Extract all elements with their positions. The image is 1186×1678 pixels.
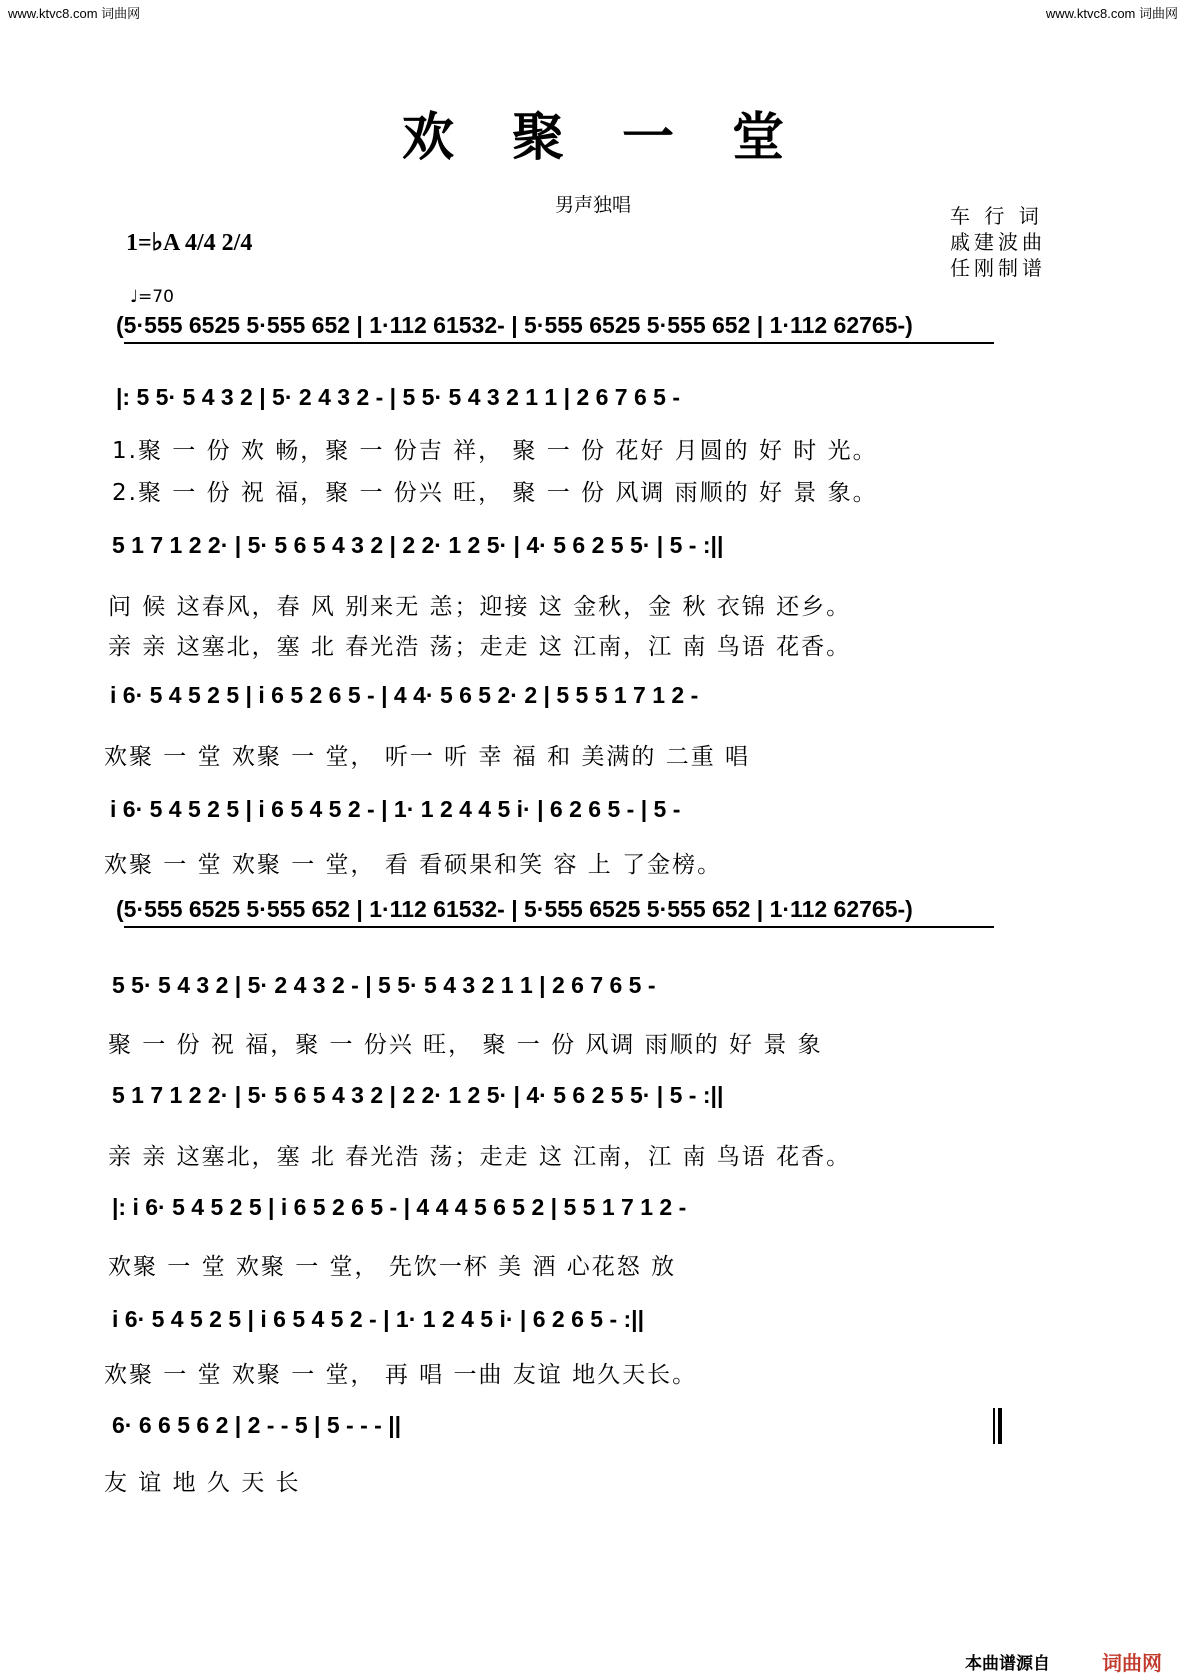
system-6-underline [124, 926, 994, 928]
system-1-notes: (5·555 6525 5·555 652 | 1·112 61532- | 5·555 6525 5·555 652 | 1·112 62765-) [116, 312, 913, 338]
system-10-lyrics: 欢聚 一 堂 欢聚 一 堂， 再 唱 一曲 友谊 地久天长。 [104, 1362, 698, 1388]
system-7-notes: 5 5· 5 4 3 2 | 5· 2 4 3 2 - | 5 5· 5 4 3 2 1 1 | 2 6 7 6 5 - [112, 972, 656, 998]
system-4-notes: i 6· 5 4 5 2 5 | i 6 5 2 6 5 - | 4 4· 5 6 5 2· 2 | 5 5 5 1 7 1 2 - [110, 682, 699, 708]
system-1-underline [124, 342, 994, 344]
tempo-marking: ♩=70 [130, 287, 174, 307]
system-10-notes: i 6· 5 4 5 2 5 | i 6 5 4 5 2 - | 1· 1 2 4 5 i· | 6 2 6 5 - :|| [112, 1306, 645, 1332]
transcriber-credit: 任刚制谱 [950, 256, 1046, 280]
lyricist-credit: 车 行 词 [950, 204, 1043, 228]
system-2-notes: |: 5 5· 5 4 3 2 | 5· 2 4 3 2 - | 5 5· 5 4 3 2 1 1 | 2 6 7 6 5 - [116, 384, 681, 410]
final-barline-thin [993, 1408, 995, 1444]
footer-brand-logo: 词曲网 [1102, 1651, 1162, 1675]
system-2-lyrics-verse-2: 2.聚 一 份 祝 福，聚 一 份兴 旺， 聚 一 份 风调 雨顺的 好 景 象。 [112, 480, 878, 506]
system-4-lyrics: 欢聚 一 堂 欢聚 一 堂， 听一 听 幸 福 和 美满的 二重 唱 [104, 744, 751, 770]
system-6-notes: (5·555 6525 5·555 652 | 1·112 61532- | 5·555 6525 5·555 652 | 1·112 62765-) [116, 896, 913, 922]
system-7-lyrics: 聚 一 份 祝 福，聚 一 份兴 旺， 聚 一 份 风调 雨顺的 好 景 象 [108, 1032, 823, 1058]
song-title: 欢聚一堂 [401, 107, 842, 168]
system-5-notes: i 6· 5 4 5 2 5 | i 6 5 4 5 2 - | 1· 1 2 4 4 5 i· | 6 2 6 5 - | 5 - [110, 796, 681, 822]
system-11-notes: 6· 6 6 5 6 2 | 2 - - 5 | 5 - - - || [112, 1412, 402, 1438]
song-subtitle: 男声独唱 [554, 194, 631, 216]
system-3-lyrics-verse-1: 问 候 这春风，春 风 别来无 恙；迎接 这 金秋，金 秋 衣锦 还乡。 [108, 594, 852, 620]
system-3-notes: 5 1 7 1 2 2· | 5· 5 6 5 4 3 2 | 2 2· 1 2 5· | 4· 5 6 2 5 5· | 5 - :|| [112, 532, 724, 558]
system-2-lyrics-verse-1: 1.聚 一 份 欢 畅，聚 一 份吉 祥， 聚 一 份 花好 月圆的 好 时 光。 [112, 438, 878, 464]
composer-credit: 戚建波曲 [950, 230, 1046, 254]
final-barline-thick [998, 1408, 1002, 1444]
system-8-notes: 5 1 7 1 2 2· | 5· 5 6 5 4 3 2 | 2 2· 1 2 5· | 4· 5 6 2 5 5· | 5 - :|| [112, 1082, 724, 1108]
system-3-lyrics-verse-2: 亲 亲 这塞北，塞 北 春光浩 荡；走走 这 江南，江 南 鸟语 花香。 [108, 634, 852, 660]
system-5-lyrics: 欢聚 一 堂 欢聚 一 堂， 看 看硕果和笑 容 上 了金榜。 [104, 852, 723, 878]
system-11-lyrics: 友 谊 地 久 天 长 [104, 1470, 301, 1496]
header-right-watermark: www.ktvc8.com 词曲网 [1045, 6, 1178, 21]
system-9-notes: |: i 6· 5 4 5 2 5 | i 6 5 2 6 5 - | 4 4 4 5 6 5 2 | 5 5 1 7 1 2 - [112, 1194, 687, 1220]
system-8-lyrics: 亲 亲 这塞北，塞 北 春光浩 荡；走走 这 江南，江 南 鸟语 花香。 [108, 1144, 852, 1170]
key-signature: 1=♭A 4/4 2/4 [126, 230, 253, 256]
header-left-watermark: www.ktvc8.com 词曲网 [8, 6, 141, 21]
system-9-lyrics: 欢聚 一 堂 欢聚 一 堂， 先饮一杯 美 酒 心花怒 放 [108, 1254, 677, 1280]
footer-source-label: 本曲谱源自 [965, 1654, 1050, 1674]
